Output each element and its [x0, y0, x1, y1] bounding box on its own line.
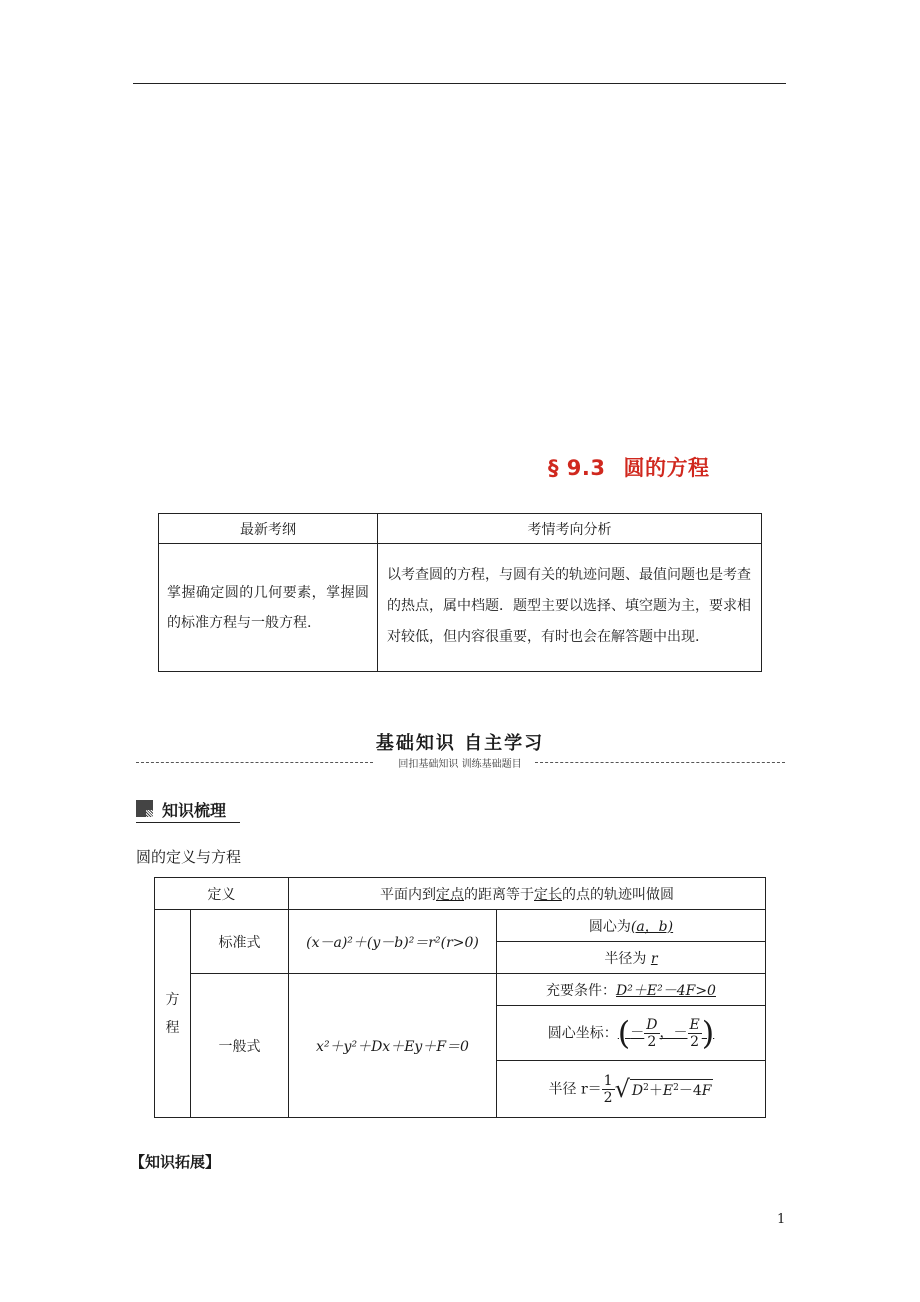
equation-label-2: 程 — [165, 1019, 180, 1036]
condition-value: D²＋E²－4F>0 — [616, 982, 716, 999]
definition-mid: 的距离等于 — [464, 886, 534, 903]
extension-heading: 【知识拓展】 — [130, 1153, 221, 1171]
standard-equation: (x－a)²＋(y－b)²＝r²(r>0) — [289, 910, 497, 974]
outline-header-left: 最新考纲 — [159, 514, 378, 544]
intro-text: 圆的定义与方程 — [136, 848, 242, 866]
radius-pre: 半径为 — [604, 950, 647, 967]
banner-title: 基础知识 自主学习 — [375, 733, 545, 754]
condition-cell — [497, 974, 766, 1006]
header-rule — [133, 83, 786, 84]
definition-post: 的点的轨迹叫做圆 — [562, 886, 674, 903]
radius-value: r — [650, 950, 658, 967]
radius-cell — [497, 942, 766, 974]
definition-table — [154, 877, 766, 1118]
definition-pre: 平面内到 — [380, 886, 436, 903]
outline-right-text: 以考查圆的方程，与圆有关的轨迹问题、最值问题也是考查的热点，属中档题．题型主要以选择、填空题为主，要求相对较低，但内容很重要，有时也会在解答题中出现. — [387, 567, 751, 645]
definition-label: 定义 — [155, 878, 289, 910]
equation-label — [155, 910, 191, 1118]
center-coord-formula: (－ $\frac{D}{2}$ ，－ $\frac{E}{2}$ ) — [617, 1014, 715, 1052]
square-icon — [136, 800, 153, 817]
radius-sqrt: √ $D^2+E^2-4F$ — [614, 1075, 712, 1103]
outline-left-text: 掌握确定圆的几何要素，掌握圆的标准方程与一般方程. — [167, 584, 369, 631]
standard-label: 标准式 — [191, 910, 289, 974]
radius-formula-cell — [497, 1061, 766, 1118]
radius-label: 半径 r＝ — [548, 1081, 602, 1097]
section-name: 圆的方程 — [623, 456, 710, 480]
outline-header-right: 考情考向分析 — [378, 514, 762, 544]
definition-text — [289, 878, 766, 910]
definition-fixed-length: 定长 — [534, 886, 562, 903]
general-equation: x²＋y²＋Dx＋Ey＋F＝0 — [289, 974, 497, 1118]
section-number: § 9.3 — [548, 456, 606, 480]
center-value: (a，b) — [630, 918, 674, 935]
general-label: 一般式 — [191, 974, 289, 1118]
knowledge-heading-rule — [136, 822, 240, 823]
radius-fraction: $\frac{1}{2}$ — [603, 1072, 613, 1106]
equation-label-1: 方 — [165, 991, 180, 1008]
center-coord-label: 圆心坐标： — [547, 1025, 618, 1041]
banner-subtitle — [0, 755, 920, 770]
center-cell — [497, 910, 766, 942]
center-coord-cell — [497, 1006, 766, 1061]
outline-cell-left — [159, 544, 378, 672]
page-number: 1 — [777, 1212, 786, 1227]
definition-fixed-point: 定点 — [436, 886, 464, 903]
section-title — [548, 452, 710, 482]
knowledge-heading: 知识梳理 — [162, 801, 227, 820]
banner-subtitle-text: 回扣基础知识 训练基础题目 — [394, 759, 525, 770]
condition-pre: 充要条件： — [546, 982, 617, 999]
outline-cell-right — [378, 544, 762, 672]
outline-table — [158, 513, 762, 672]
center-pre: 圆心为 — [588, 918, 631, 935]
